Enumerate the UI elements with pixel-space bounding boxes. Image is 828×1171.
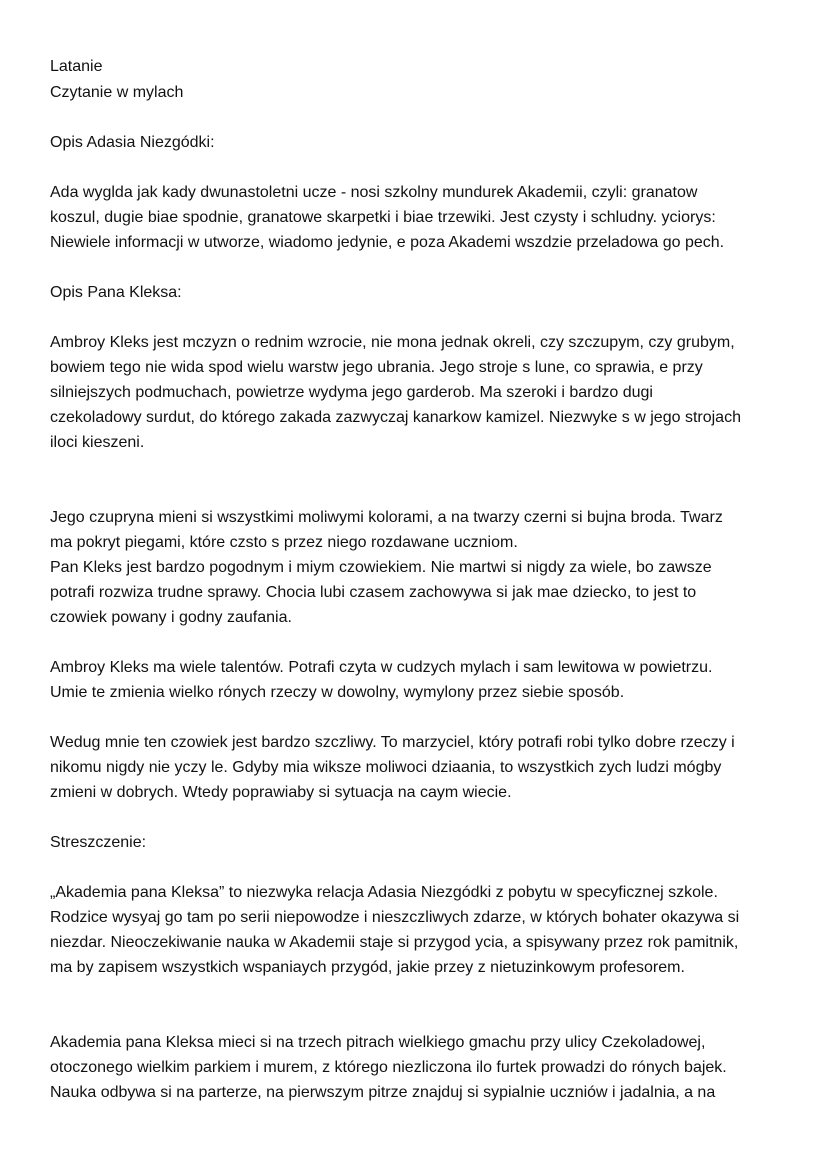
text-line: Nauka odbywa si na parterze, na pierwszym pitrze znajduj si sypialnie uczniów i jadalnia, a na xyxy=(50,1084,716,1101)
text-line: Rodzice wysyaj go tam po serii niepowodze i nieszczliwych zdarze, w których bohater okazywa si xyxy=(50,909,740,926)
text-line: Pan Kleks jest bardzo pogodnym i miym czowiekiem. Nie martwi si nigdy za wiele, bo zawsze xyxy=(50,559,712,576)
text-line: bowiem tego nie wida spod wielu warstw jego ubrania. Jego stroje s lune, co sprawia, e przy xyxy=(50,359,703,376)
text-line: Opis Adasia Niezgódki: xyxy=(50,134,215,151)
text-line: czekoladowy surdut, do którego zakada zazwyczaj kanarkow kamizel. Niezwyke s w jego strojach xyxy=(50,409,741,426)
text-line: Streszczenie: xyxy=(50,834,147,851)
text-line: Opis Pana Kleksa: xyxy=(50,284,182,301)
text-line: Czytanie w mylach xyxy=(50,84,184,101)
text-line: potrafi rozwiza trudne sprawy. Chocia lubi czasem zachowywa si jak mae dziecko, to jest to xyxy=(50,584,697,601)
text-line: niezdar. Nieoczekiwanie nauka w Akademii staje si przygod ycia, a spisywany przez rok pamitnik, xyxy=(50,934,739,951)
text-line: ma by zapisem wszystkich wspaniaych przygód, jakie przey z nietuzinkowym profesorem. xyxy=(50,959,685,976)
text-line: Ambroy Kleks ma wiele talentów. Potrafi czyta w cudzych mylach i sam lewitowa w powietrzu. xyxy=(50,659,713,676)
text-line: Akademia pana Kleksa mieci si na trzech pitrach wielkiego gmachu przy ulicy Czekoladowej, xyxy=(50,1034,706,1051)
text-line: ma pokryt piegami, które czsto s przez niego rozdawane uczniom. xyxy=(50,534,518,551)
text-line: „Akademia pana Kleksa” to niezwyka relacja Adasia Niezgódki z pobytu w specyficznej szkole. xyxy=(50,884,718,901)
text-line: silniejszych podmuchach, powietrze wydyma jego garderob. Ma szeroki i bardzo dugi xyxy=(50,384,653,401)
text-line: zmieni w dobrych. Wtedy poprawiaby si sytuacja na caym wiecie. xyxy=(50,784,512,801)
text-line: Niewiele informacji w utworze, wiadomo jedynie, e poza Akademi wszdzie przeladowa go pech. xyxy=(50,234,725,251)
text-line: Ada wyglda jak kady dwunastoletni ucze - nosi szkolny mundurek Akademii, czyli: granatow xyxy=(50,184,698,201)
text-line: nikomu nigdy nie yczy le. Gdyby mia wiksze moliwoci dziaania, to wszystkich zych ludzi mógby xyxy=(50,759,722,776)
text-line: Latanie xyxy=(50,58,103,75)
text-line: czowiek powany i godny zaufania. xyxy=(50,609,292,626)
text-line: Ambroy Kleks jest mczyzn o rednim wzrocie, nie mona jednak okreli, czy szczupym, czy grubym, xyxy=(50,334,735,351)
text-line: Jego czupryna mieni si wszystkimi moliwymi kolorami, a na twarzy czerni si bujna broda. Twarz xyxy=(50,509,723,526)
text-line: koszul, dugie biae spodnie, granatowe skarpetki i biae trzewiki. Jest czysty i schludny. yciorys: xyxy=(50,209,716,226)
text-line: otoczonego wielkim parkiem i murem, z którego niezliczona ilo furtek prowadzi do rónych bajek. xyxy=(50,1059,727,1076)
text-line: Umie te zmienia wielko rónych rzeczy w dowolny, wymylony przez siebie sposób. xyxy=(50,684,625,701)
text-line: Wedug mnie ten czowiek jest bardzo szczliwy. To marzyciel, który potrafi robi tylko dobre rzeczy i xyxy=(50,734,735,751)
text-line: iloci kieszeni. xyxy=(50,434,145,451)
